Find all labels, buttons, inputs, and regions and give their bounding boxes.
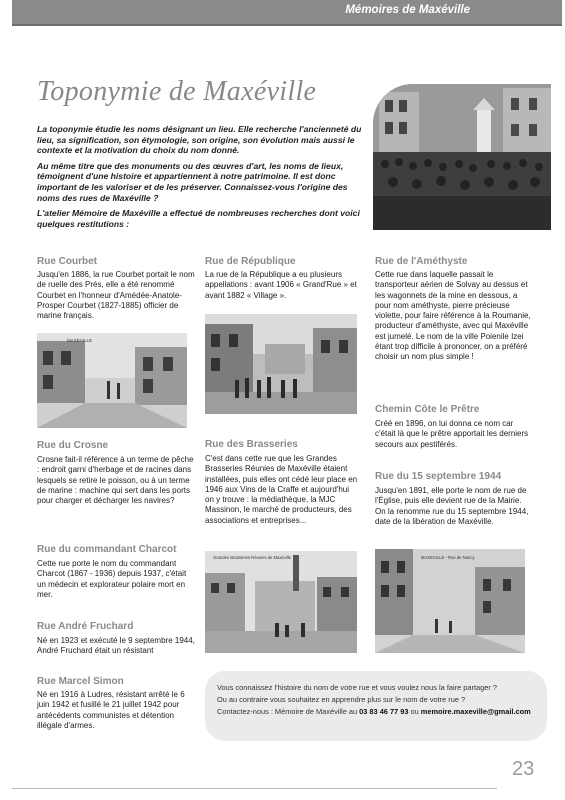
intro-paragraph: Au même titre que des monuments ou des œuvres d'art, les noms de lieux, témoignent d'une histoire et appartiennent à notre patrimoine. Il est donc important de les valoriser et de les préserver. Connaissez-vous l'origine des noms des rues de Maxéville ? — [37, 160, 348, 203]
rue-des-brasseries-title: Rue des Brasseries — [205, 439, 298, 450]
header-title: Mémoires de Maxéville — [345, 4, 470, 16]
rue-15-septembre-1944-title: Rue du 15 septembre 1944 — [375, 471, 502, 482]
rue-fruchard-text: Né en 1923 et exécuté le 9 septembre 1944, André Fruchard était un résistant — [37, 636, 195, 656]
chemin-cote-le-pretre-title: Chemin Côte le Prêtre — [375, 404, 480, 415]
page-title: Toponymie de Maxéville — [37, 76, 317, 107]
intro-text — [37, 124, 362, 234]
rue-courbet-title: Rue Courbet — [37, 256, 97, 267]
photo-caption: Grandes Brasseries Réunies de Maxéville — [213, 555, 291, 560]
rue-fruchard-title: Rue André Fruchard — [37, 621, 134, 632]
contact-box — [205, 671, 547, 741]
rue-du-crosne-title: Rue du Crosne — [37, 440, 109, 451]
rue-marcel-simon-title: Rue Marcel Simon — [37, 676, 124, 687]
contact-line-1: Vous connaissez l'histoire du nom de votre rue et vous voulez nous la faire partager ? — [217, 683, 497, 692]
header-bar — [12, 0, 562, 26]
rue-charcot-title: Rue du commandant Charcot — [37, 544, 177, 555]
hero-photo — [373, 84, 551, 230]
rue-republique-photo — [205, 314, 357, 414]
contact-line-2: Ou au contraire vous souhaitez en apprendre plus sur le nom de votre rue ? — [217, 695, 466, 704]
contact-prefix: Contactez-nous : Mémoire de Maxéville au — [217, 707, 360, 716]
rue-15-septembre-photo — [375, 549, 525, 653]
rue-amethyste-text: Cette rue dans laquelle passait le transporteur aérien de Solvay au dessus et les wagonnets de la mine en dessous, a pour nom améthyste, pierre précieuse violette, pour faire référence à la Roumanie, producteur d'améthyste, avec qui Maxéville est jumelé. Le nom de la ville Poienile Izei étant trop difficile à prononcer, on a préféré choisir un nom plus simple ! — [375, 270, 531, 362]
rue-des-brasseries-photo — [205, 551, 357, 653]
intro-paragraph: La toponymie étudie les noms désignant un lieu. Elle recherche l'ancienneté du lieu, sa signification, son étymologie, son origine, son évolution mais aussi le contexte et la motivation du choix du nom donné. — [37, 124, 362, 156]
rue-republique-text: La rue de la République a eu plusieurs appellations : avant 1906 « Grand'Rue » et avant 1882 « Village ». — [205, 270, 357, 300]
contact-phone: 03 83 46 77 93 — [359, 707, 409, 716]
contact-email[interactable]: memoire.maxeville@gmail.com — [420, 707, 531, 716]
rue-marcel-simon-text: Né en 1916 à Ludres, résistant arrêté le 6 juin 1942 et fusillé le 21 juillet 1942 pour antécédents communistes et détention illégale d'armes. — [37, 690, 185, 730]
rue-amethyste-title: Rue de l'Améthyste — [375, 256, 468, 267]
contact-separator: ou — [408, 707, 421, 716]
rue-republique-title: Rue de République — [205, 256, 296, 267]
rue-charcot-text: Cette rue porte le nom du commandant Charcot (1867 - 1936) depuis 1937, c'était un médecin et explorateur polaire mort en mer. — [37, 559, 187, 599]
rue-du-crosne-text: Crosne fait-il référence à un terme de pêche : endroit garni d'herbage et de racines dans lesquels se retire le poisson, ou à un terme de marine : machine qui sert dans les ports pour charger et décharger les navires? — [37, 455, 194, 506]
page-number: 23 — [512, 758, 535, 780]
rue-15-septembre-1944-text: Jusqu'en 1891, elle porte le nom de rue de l'Église, puis elle devient rue de la Mairie. On la renomme rue du 15 septembre 1944, date de la libération de Maxéville. — [375, 486, 529, 526]
footer-divider — [12, 788, 497, 789]
rue-des-brasseries-text: C'est dans cette rue que les Grandes Brasseries Réunies de Maxéville étaient installées, puis elles ont cédé leur place en 1946 aux Vins de la Craffe et aujourd'hui on y trouve : la médiathèque, la MJC Massinon, le marché de producteurs, des associations et entreprises... — [205, 454, 358, 525]
contact-line-3 — [217, 706, 547, 718]
rue-courbet-text: Jusqu'en 1886, la rue Courbet portait le nom de ruelle des Prés, elle a été renommé Courbet en l'honneur d'Amédée-Anatole-Prosper Courbet (1827-1885) officier de marine français. — [37, 270, 195, 321]
intro-paragraph: L'atelier Mémoire de Maxéville a effectué de nombreuses recherches dont voici quelques restitutions : — [37, 208, 360, 229]
chemin-cote-le-pretre-text: Créé en 1896, on lui donna ce nom car c'était là que le prêtre apportait les derniers secours aux pestiférés. — [375, 419, 529, 449]
photo-caption: MAXEVILLE - Rue de Nancy — [421, 555, 475, 560]
photo-caption: MAXEVILLE — [67, 338, 93, 343]
rue-courbet-photo — [37, 333, 187, 428]
